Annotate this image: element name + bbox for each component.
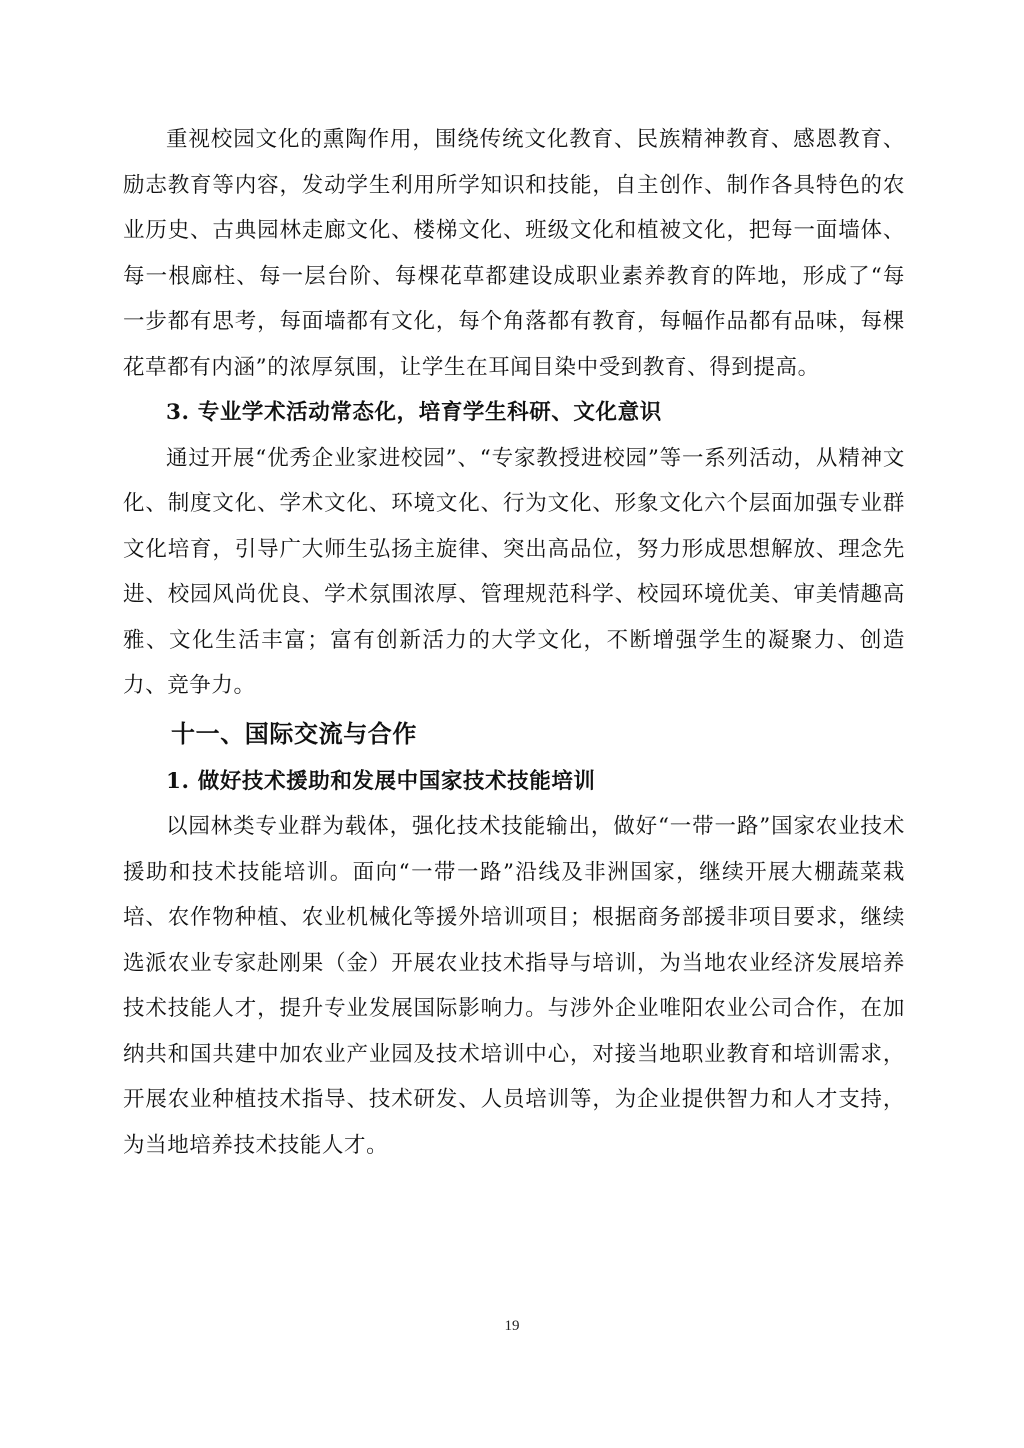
paragraph-academic-activities: 通过开展“优秀企业家进校园”、“专家教授进校园”等一系列活动，从精神文化、制度文化、学术文化、环境文化、行为文化、形象文化六个层面加强专业群文化培育，引导广大师生弘扬主旋律、突出高品位，努力形成思想解放、理念先进、校园风尚优良、学术氛围浓厚、管理规范科学、校园环境优美、审美情趣高雅、文化生活丰富；富有创新活力的大学文化，不断增强学生的凝聚力、创造力、竞争力。 bbox=[123, 445, 905, 698]
page-number: 19 bbox=[504, 1318, 520, 1334]
paragraph-technical-assistance: 以园林类专业群为载体，强化技术技能输出，做好“一带一路”国家农业技术援助和技术技能培训。面向“一带一路”沿线及非洲国家，继续开展大棚蔬菜栽培、农作物种植、农业机械化等援外培训项目；根据商务部援非项目要求，继续选派农业专家赴刚果（金）开展农业技术指导与培训，为当地农业经济发展培养技术技能人才，提升专业发展国际影响力。与涉外企业唯阳农业公司合作，在加纳共和国共建中加农业产业园及技术培训中心，对接当地职业教育和培训需求，开展农业种植技术指导、技术研发、人员培训等，为企业提供智力和人才支持，为当地培养技术技能人才。 bbox=[123, 814, 905, 1158]
paragraph-campus-culture: 重视校园文化的熏陶作用，围绕传统文化教育、民族精神教育、感恩教育、励志教育等内容，发动学生利用所学知识和技能，自主创作、制作各具特色的农业历史、古典园林走廊文化、楼梯文化、班级文化和植被文化，把每一面墙体、每一根廊柱、每一层台阶、每棵花草都建设成职业素养教育的阵地，形成了“每一步都有思考，每面墙都有文化，每个角落都有教育，每幅作品都有品味，每棵花草都有内涵”的浓厚氛围，让学生在耳闻目染中受到教育、得到提高。 bbox=[123, 127, 905, 380]
subheading-technical-training: 1. 做好技术援助和发展中国家技术技能培训 bbox=[166, 768, 596, 794]
page-content bbox=[123, 117, 905, 1168]
section-heading-international-cooperation: 十一、国际交流与合作 bbox=[171, 718, 417, 748]
subheading-academic-activities: 3. 专业学术活动常态化，培育学生科研、文化意识 bbox=[166, 400, 662, 425]
